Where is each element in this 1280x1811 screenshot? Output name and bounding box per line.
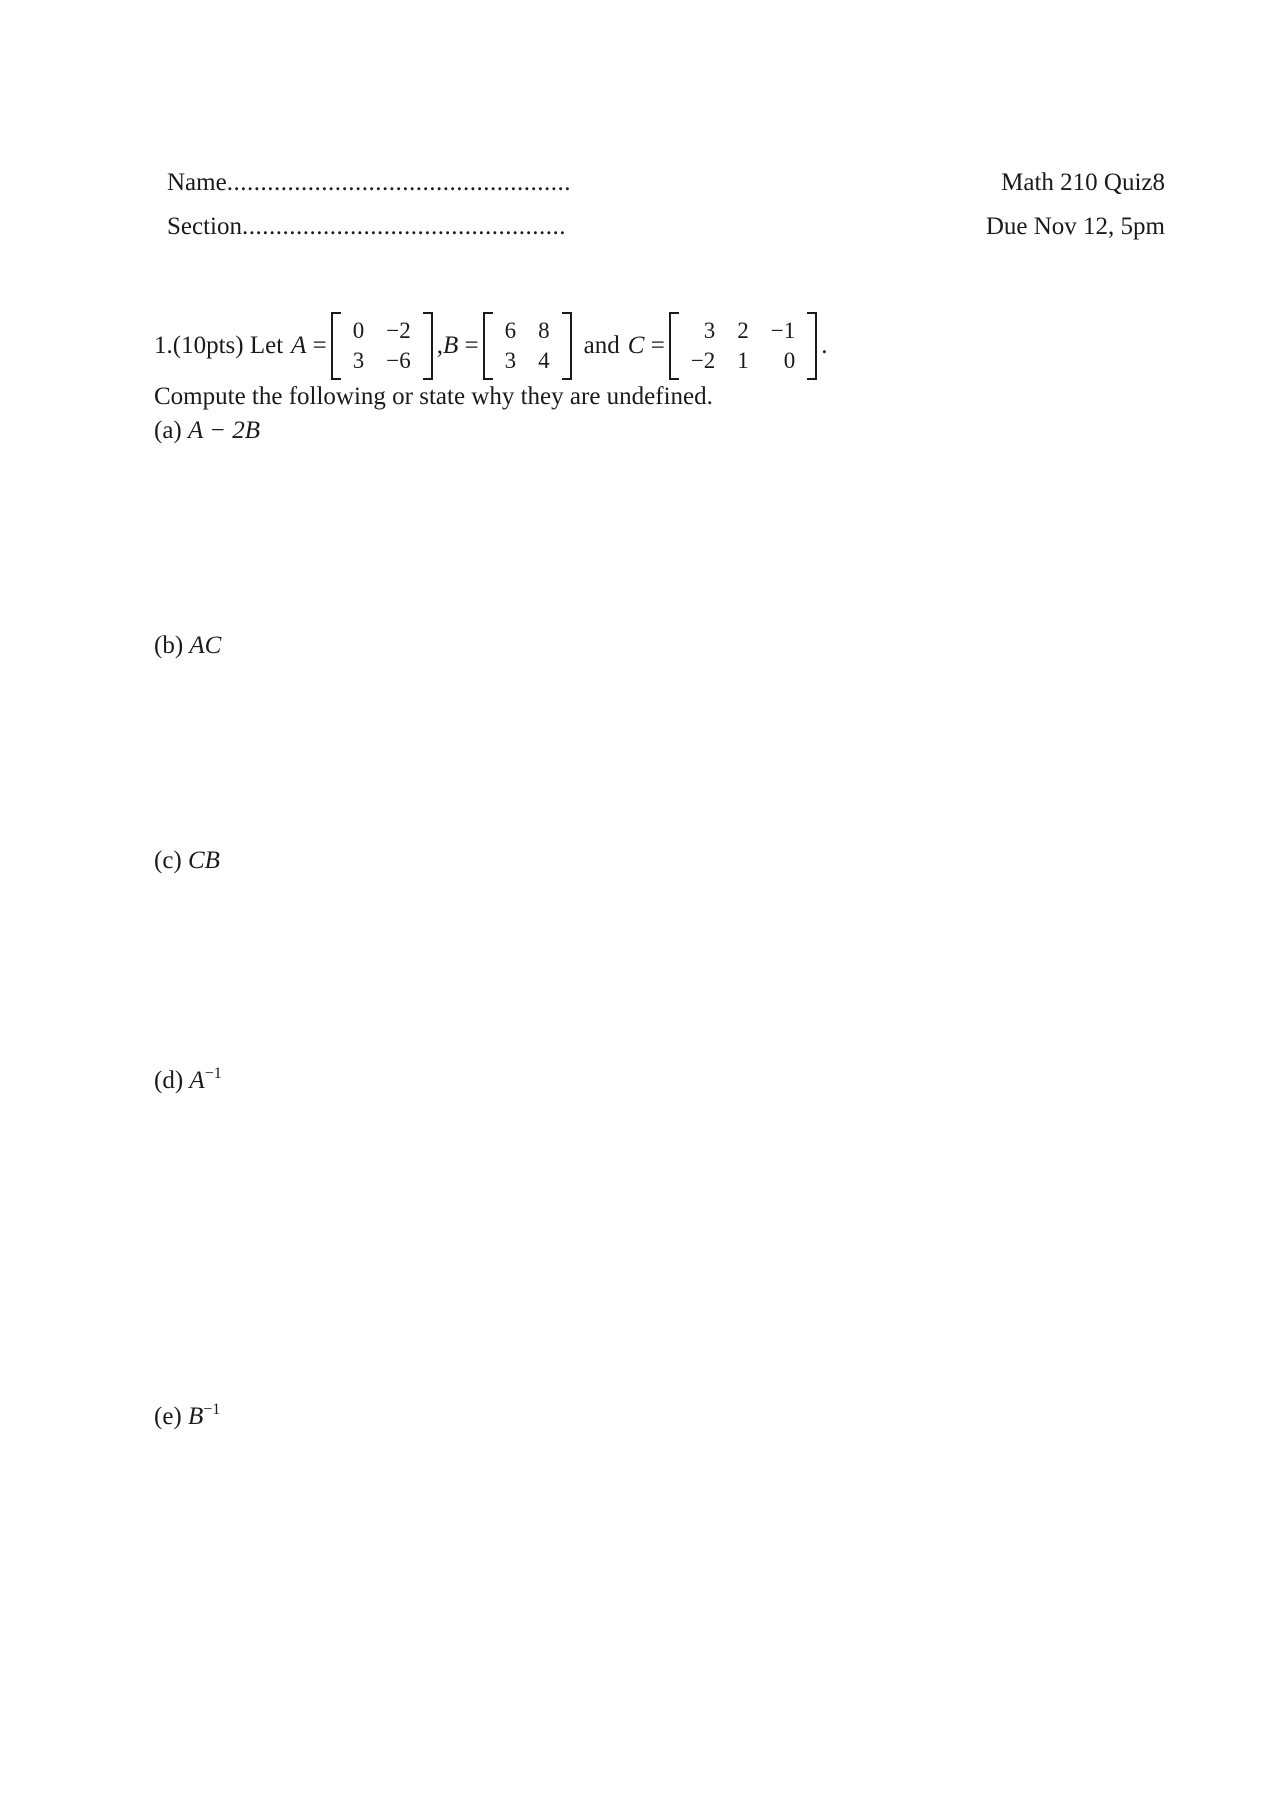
instruction: Compute the following or state why they are undefined. (154, 383, 713, 410)
section-line (167, 212, 566, 242)
equals-sign: = (458, 332, 479, 359)
equals-sign: = (306, 332, 327, 359)
part-exponent: −1 (203, 1401, 221, 1418)
problem-number: 1.(10pts) Let (154, 332, 284, 359)
comma: , (436, 332, 444, 359)
matrix-b-cell: 4 (538, 348, 550, 373)
matrix-c-cell: 2 (737, 318, 749, 343)
left-bracket (331, 312, 341, 380)
part-expression: B (188, 1403, 204, 1430)
part-a (154, 416, 260, 446)
part-label: (b) (154, 632, 184, 659)
part-expression: A (189, 1067, 205, 1094)
matrix-b-name: B (443, 332, 459, 359)
matrix-c-name: C (627, 332, 645, 359)
part-expression: CB (188, 847, 220, 874)
period: . (821, 332, 828, 359)
matrix-b-cell: 3 (504, 348, 517, 373)
matrix-b-cell: 6 (504, 318, 517, 343)
right-bracket (807, 312, 817, 380)
part-label: (e) (154, 1403, 182, 1430)
matrix-c (669, 312, 817, 380)
problem-statement (154, 298, 828, 394)
part-expression: A − 2B (188, 417, 260, 444)
name-label: Name (167, 169, 227, 196)
matrix-a-cell: 0 (352, 318, 365, 343)
problem-1 (154, 298, 828, 412)
and-text: and (583, 332, 620, 359)
matrix-c-cell: 3 (703, 318, 716, 343)
matrix-c-cell: 1 (737, 348, 749, 373)
matrix-a-cell: 3 (352, 348, 365, 373)
name-dots: ................................................... (226, 169, 571, 196)
part-exponent: −1 (204, 1065, 222, 1082)
due-date: Due Nov 12, 5pm (985, 213, 1165, 240)
part-label: (c) (154, 847, 182, 874)
left-bracket (669, 312, 679, 380)
matrix-c-cell: −1 (770, 318, 796, 343)
matrix-a-name: A (291, 332, 307, 359)
part-expression: AC (189, 632, 222, 659)
right-bracket (562, 312, 572, 380)
part-label: (a) (154, 417, 182, 444)
matrix-a-cell: −2 (386, 318, 411, 343)
part-e (154, 1395, 220, 1432)
course-title: Math 210 Quiz8 (1001, 169, 1165, 196)
matrix-b-cell: 8 (538, 318, 550, 343)
part-c (154, 846, 220, 876)
equals-sign: = (644, 332, 665, 359)
matrix-a-cell: −6 (386, 348, 411, 373)
part-d (154, 1059, 222, 1096)
matrix-a (331, 312, 433, 380)
matrix-c-cell: −2 (690, 348, 716, 373)
matrix-b (483, 312, 572, 380)
section-dots: ................................................ (242, 213, 566, 240)
left-bracket (483, 312, 493, 380)
name-line (167, 168, 571, 198)
right-bracket (423, 312, 433, 380)
part-label: (d) (154, 1067, 184, 1094)
part-b (154, 631, 221, 661)
section-label: Section (167, 213, 242, 240)
matrix-c-cell: 0 (783, 348, 796, 373)
